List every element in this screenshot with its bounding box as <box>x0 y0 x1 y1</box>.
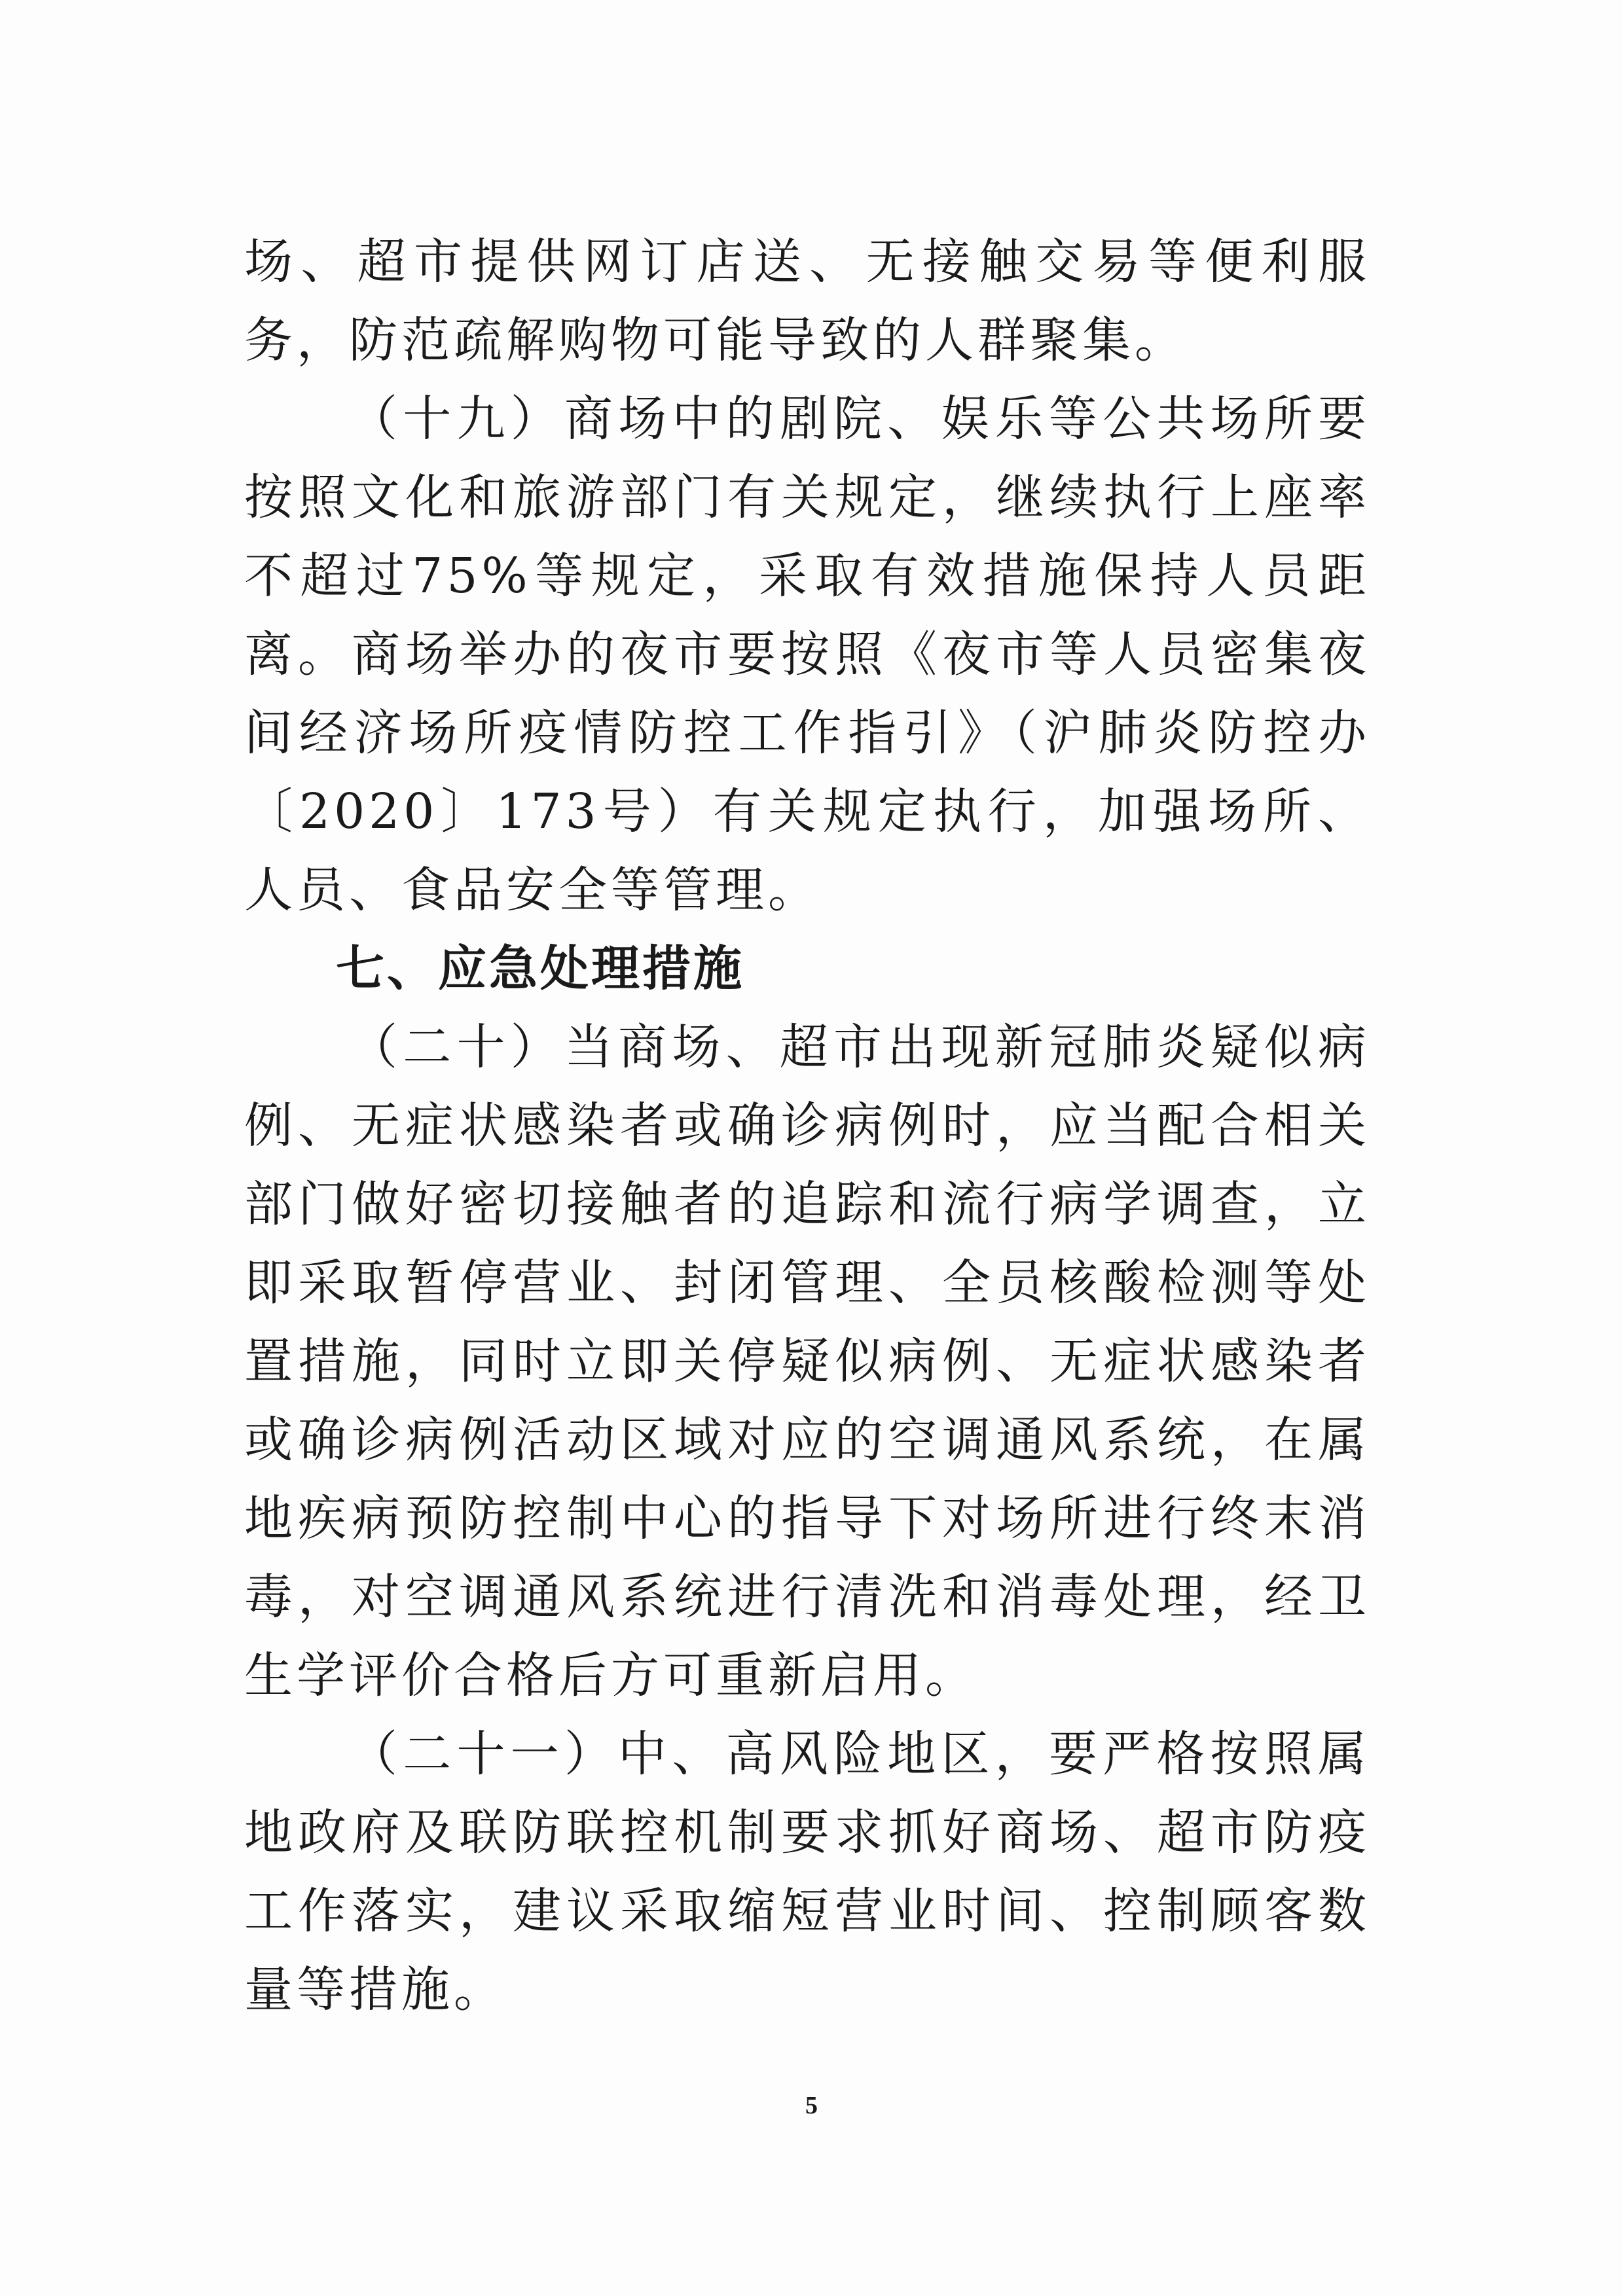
section-heading: 七、应急处理措施 <box>336 941 744 997</box>
paragraph-nineteen: （十九）商场中的剧院、娱乐等公共场所要按照文化和旅游部门有关规定，继续执行上座率不超过75%等规定，采取有效措施保持人员距离。商场举办的夜市要按照《夜市等人员密集夜间经济场所疫情防控工作指引》（沪肺炎防控办〔2020〕173号）有关规定执行，加强场所、人员、食品安全等管理。 <box>244 391 1370 918</box>
paragraph-continuation: 场、超市提供网订店送、无接触交易等便利服务，防范疏解购物可能导致的人群聚集。 <box>244 234 1370 368</box>
page-number: 5 <box>805 2092 818 2119</box>
document-body <box>244 223 1370 2029</box>
paragraph-twenty: （二十）当商场、超市出现新冠肺炎疑似病例、无症状感染者或确诊病例时，应当配合相关部门做好密切接触者的追踪和流行病学调查，立即采取暂停营业、封闭管理、全员核酸检测等处置措施，同时立即关停疑似病例、无症状感染者或确诊病例活动区域对应的空调通风系统，在属地疾病预防控制中心的指导下对场所进行终末消毒，对空调通风系统进行清洗和消毒处理，经卫生学评价合格后方可重新启用。 <box>244 1019 1370 1704</box>
paragraph-twenty-one: （二十一）中、高风险地区，要严格按照属地政府及联防联控机制要求抓好商场、超市防疫工作落实，建议采取缩短营业时间、控制顾客数量等措施。 <box>244 1726 1370 2018</box>
